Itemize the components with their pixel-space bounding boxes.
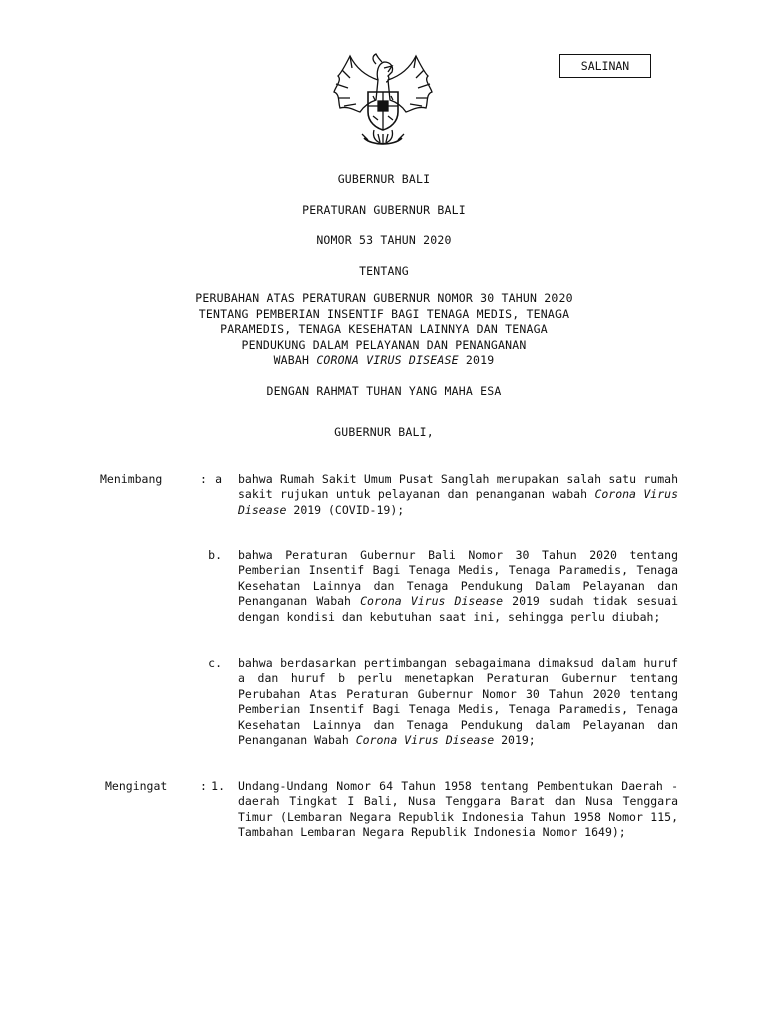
garuda-emblem-icon (328, 50, 438, 152)
document-number: NOMOR 53 TAHUN 2020 (316, 233, 452, 247)
item-text: bahwa Peraturan Gubernur Bali Nomor 30 Tahun 2020 tentang Pemberian Insentif Bagi Tenaga Medis, Tenaga Paramedis, Tenaga Kesehatan Lainnya dan Tenaga Pendukung Dalam Pelayanan dan Penanganan Wabah (238, 548, 678, 609)
menimbang-item-c (238, 656, 678, 748)
menimbang-label: Menimbang (100, 472, 163, 486)
item-text: 2019; (494, 733, 536, 748)
item-italic: Corona Virus Disease (355, 733, 495, 748)
item-italic: Corona Virus Disease (360, 594, 504, 609)
subject-last-italic: CORONA VIRUS DISEASE (316, 353, 459, 367)
menimbang-item-a (238, 472, 678, 518)
subject-block (84, 291, 684, 369)
item-text: bahwa berdasarkan pertimbangan sebagaimana dimaksud dalam huruf a dan huruf b perlu menetapkan Peraturan Gubernur tentang Perubahan Atas Peraturan Gubernur Nomor 30 Tahun 2020 tentang Pemberian Insentif Bagi Tenaga Medis, Tenaga Paramedis, Tenaga Kesehatan Lainnya dan Tenaga Pendukung dalam Pelayanan dan Penanganan Wabah (238, 656, 678, 748)
menimbang-marker-c: c. (208, 656, 222, 670)
item-italic: Corona Virus Disease (238, 487, 678, 517)
mengingat-item-1: Undang-Undang Nomor 64 Tahun 1958 tentang Pembentukan Daerah - daerah Tingkat I Bali, Nusa Tenggara Barat dan Nusa Tenggara Timur (Lembaran Negara Republik Indonesia Tahun 1958 Nomor 115, Tambahan Lembaran Negara Republik Indonesia Nomor 1649); (238, 779, 678, 840)
subject-line: PERUBAHAN ATAS PERATURAN GUBERNUR NOMOR 30 TAHUN 2020 (195, 291, 573, 305)
mengingat-label: Mengingat (105, 779, 168, 793)
mengingat-colon: : (200, 779, 207, 793)
mengingat-marker-1: 1. (211, 779, 225, 793)
subject-line-last (84, 353, 684, 369)
item-text: 2019 (COVID-19); (286, 502, 405, 517)
about-heading: TENTANG (359, 264, 409, 278)
governor-heading: GUBERNUR BALI, (334, 425, 434, 439)
menimbang-colon: : (200, 472, 207, 486)
blessing-heading: DENGAN RAHMAT TUHAN YANG MAHA ESA (266, 384, 502, 398)
subject-last-post: 2019 (458, 353, 495, 367)
menimbang-marker-a: a (215, 472, 222, 486)
issuer-heading: GUBERNUR BALI (337, 172, 431, 186)
item-text: 2019 sudah tidak sesuai dengan kondisi dan kebutuhan saat ini, sehingga perlu diubah; (238, 594, 679, 624)
salinan-stamp: SALINAN (559, 54, 651, 78)
menimbang-item-b (238, 548, 678, 625)
item-text: bahwa Rumah Sakit Umum Pusat Sanglah merupakan salah satu rumah sakit rujukan untuk pelayanan dan penanganan wabah (238, 472, 678, 502)
menimbang-marker-b: b. (208, 548, 222, 562)
subject-line: PENDUKUNG DALAM PELAYANAN DAN PENANGANAN (241, 337, 527, 352)
subject-last-pre: WABAH (273, 353, 317, 367)
subject-line: PARAMEDIS, TENAGA KESEHATAN LAINNYA DAN TENAGA (220, 322, 548, 336)
subject-line: TENTANG PEMBERIAN INSENTIF BAGI TENAGA MEDIS, TENAGA (198, 306, 570, 321)
document-type-heading: PERATURAN GUBERNUR BALI (302, 203, 466, 217)
